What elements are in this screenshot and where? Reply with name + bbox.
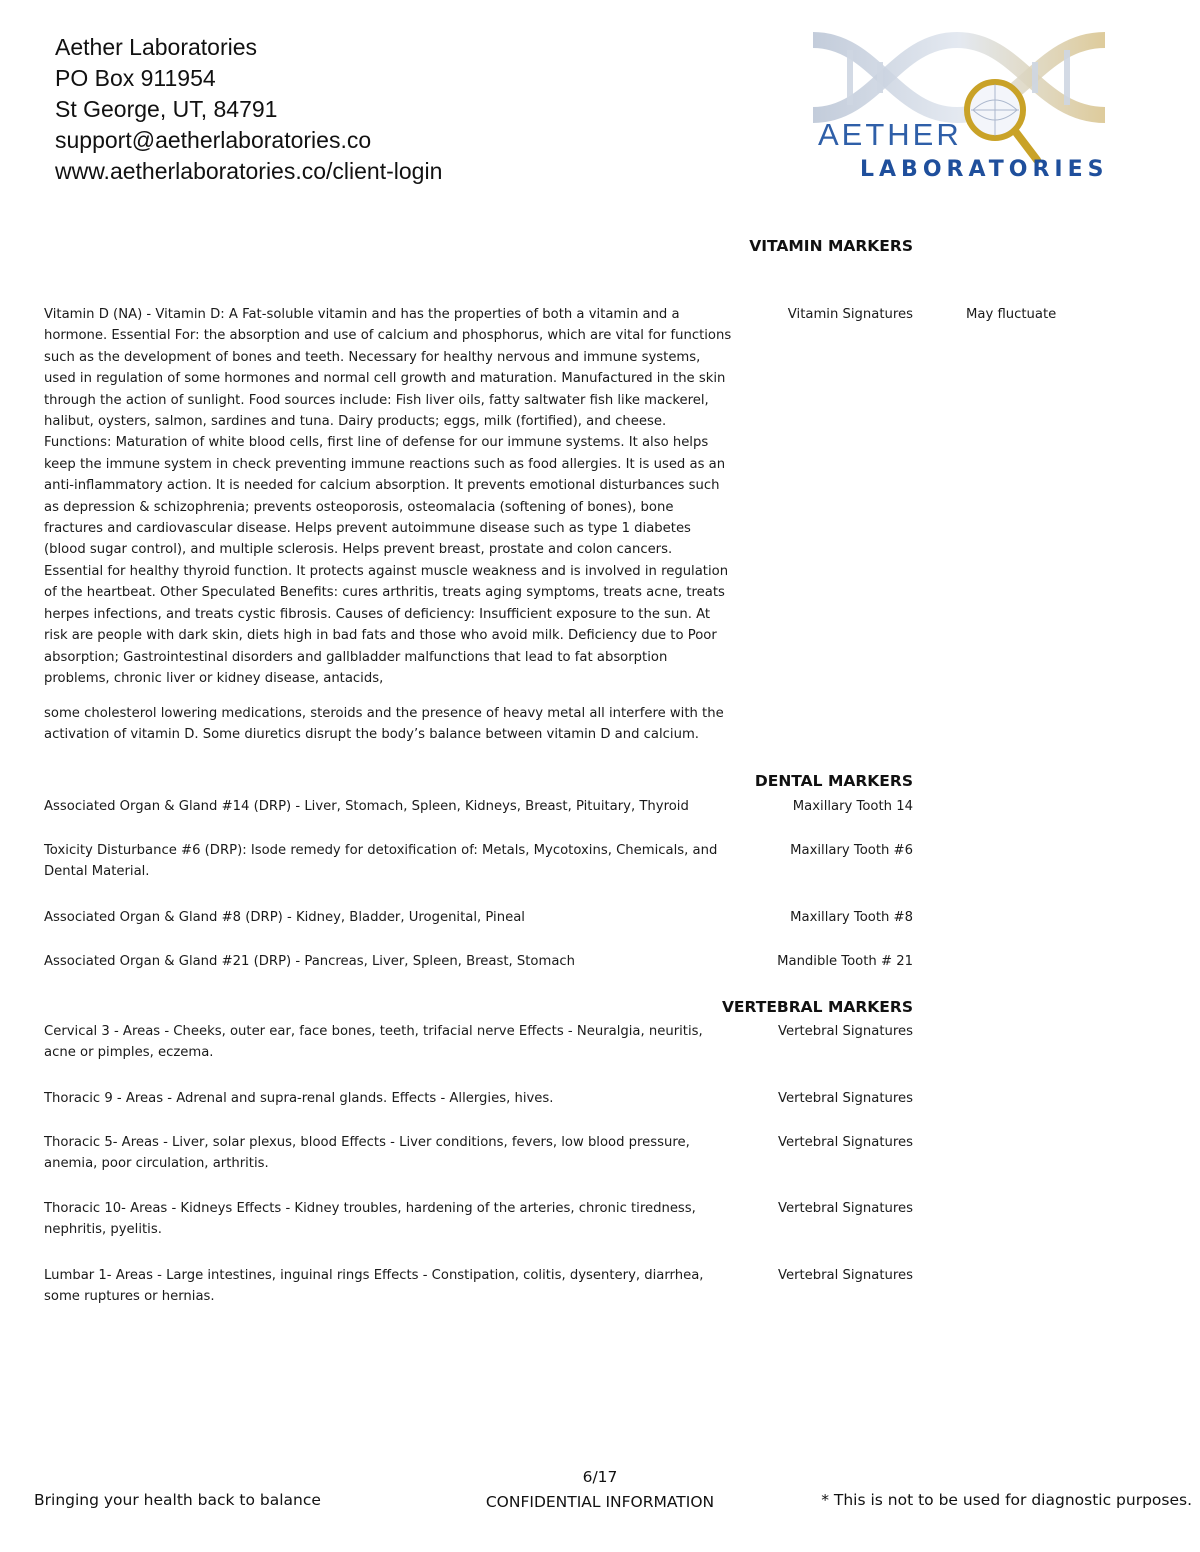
company-address-block [55,32,442,187]
logo-word-laboratories: LABORATORIES [860,157,1109,182]
dental-row-signature: Maxillary Tooth #8 [790,910,913,925]
dental-row-signature: Maxillary Tooth #6 [790,843,913,858]
vitamin-d-description-continued: some cholesterol lowering medications, steroids and the presence of heavy metal all interfere with the activation of vitamin D. Some diuretics disrupt the body’s balance between vitamin D and calcium. [44,706,724,743]
vertebral-row-signature: Vertebral Signatures [777,1201,913,1216]
dental-markers-title: DENTAL MARKERS [754,772,913,790]
vertebral-row-text: Lumbar 1- Areas - Large intestines, inguinal rings Effects - Constipation, colitis, dysentery, diarrhea, some ruptures or hernias. [44,1268,704,1305]
vertebral-row-text: Thoracic 9 - Areas - Adrenal and supra-renal glands. Effects - Allergies, hives. [44,1091,554,1106]
page-number: 6/17 [582,1468,618,1486]
vitamin-d-description: Vitamin D (NA) - Vitamin D: A Fat-soluble vitamin and has the properties of both a vitamin and a hormone. Essential For: the absorption and use of calcium and phosphorus, which are vital for functions such as the development of bones and teeth. Necessary for healthy nervous and immune systems, used in regulation of some hormones and normal cell growth and maturation. Manufactured in the skin through the action of sunlight. Food sources include: Fish liver oils, fatty saltwater fish like mackerel, halibut, oysters, salmon, sardines and tuna. Dairy products; eggs, milk (fortified), and cheese. Functions: Maturation of white blood cells, first line of defense for our immune systems. It also helps keep the immune system in check preventing immune reactions such as food allergies. It is used as an anti-inflammatory action. It is needed for calcium absorption. It prevents emotional disturbances such as depression & schizophrenia; prevents osteoporosis, osteomalacia (softening of bones), bone fractures and cardiovascular disease. Helps prevent autoimmune disease such as type 1 diabetes (blood sugar control), and multiple sclerosis. Helps prevent breast, prostate and colon cancers. Essential for healthy thyroid function. It protects against muscle weakness and is involved in regulation of the heartbeat. Other Speculated Benefits: cures arthritis, treats aging symptoms, treats acne, treats herpes infections, and treats cystic fibrosis. Causes of deficiency: Insufficient exposure to the sun. At risk are people with dark skin, diets high in bad fats and those who avoid milk. Deficiency due to Poor absorption; Gastrointestinal disorders and gallbladder malfunctions that lead to fat absorption problems, chronic liver or kidney disease, antacids, [44,307,732,686]
vertebral-row-signature: Vertebral Signatures [777,1091,913,1106]
support-email: support@aetherlaboratories.co [55,127,372,153]
dental-row-signature: Maxillary Tooth 14 [792,799,913,814]
vertebral-row-signature: Vertebral Signatures [777,1024,913,1039]
website-url: www.aetherlaboratories.co/client-login [55,158,443,184]
dental-row-text: Toxicity Disturbance #6 (DRP): Isode remedy for detoxification of: Metals, Mycotoxins, Chemicals, and Dental Material. [44,843,718,880]
diagnostic-disclaimer: * This is not to be used for diagnostic purposes. [821,1491,1192,1509]
vertebral-row-text: Thoracic 5- Areas - Liver, solar plexus, blood Effects - Liver conditions, fevers, low blood pressure, anemia, poor circulation, arthritis. [44,1135,690,1172]
footer-tagline: Bringing your health back to balance [34,1491,321,1509]
vertebral-markers-title: VERTEBRAL MARKERS [721,998,913,1016]
dental-row-text: Associated Organ & Gland #21 (DRP) - Pancreas, Liver, Spleen, Breast, Stomach [44,954,576,969]
vitamin-signature: Vitamin Signatures [787,307,913,322]
dental-row-text: Associated Organ & Gland #14 (DRP) - Liver, Stomach, Spleen, Kidneys, Breast, Pituitary, Thyroid [44,799,689,814]
dental-row-text: Associated Organ & Gland #8 (DRP) - Kidney, Bladder, Urogenital, Pineal [44,910,525,925]
dental-row-signature: Mandible Tooth # 21 [777,954,913,969]
company-name: Aether Laboratories [55,34,258,60]
vertebral-row-text: Cervical 3 - Areas - Cheeks, outer ear, face bones, teeth, trifacial nerve Effects - Neuralgia, neuritis, acne or pimples, eczema. [44,1024,703,1061]
po-box: PO Box 911954 [55,65,216,91]
vertebral-row-text: Thoracic 10- Areas - Kidneys Effects - Kidney troubles, hardening of the arteries, chronic tiredness, nephritis, pyelitis. [44,1201,696,1238]
vertebral-row-signature: Vertebral Signatures [777,1268,913,1283]
vitamin-note: May fluctuate [966,307,1057,322]
vertebral-row-signature: Vertebral Signatures [777,1135,913,1150]
confidential-label: CONFIDENTIAL INFORMATION [485,1493,715,1511]
logo-word-aether: AETHER [818,117,962,152]
city-line: St George, UT, 84791 [55,96,278,122]
vitamin-markers-title: VITAMIN MARKERS [749,237,913,255]
